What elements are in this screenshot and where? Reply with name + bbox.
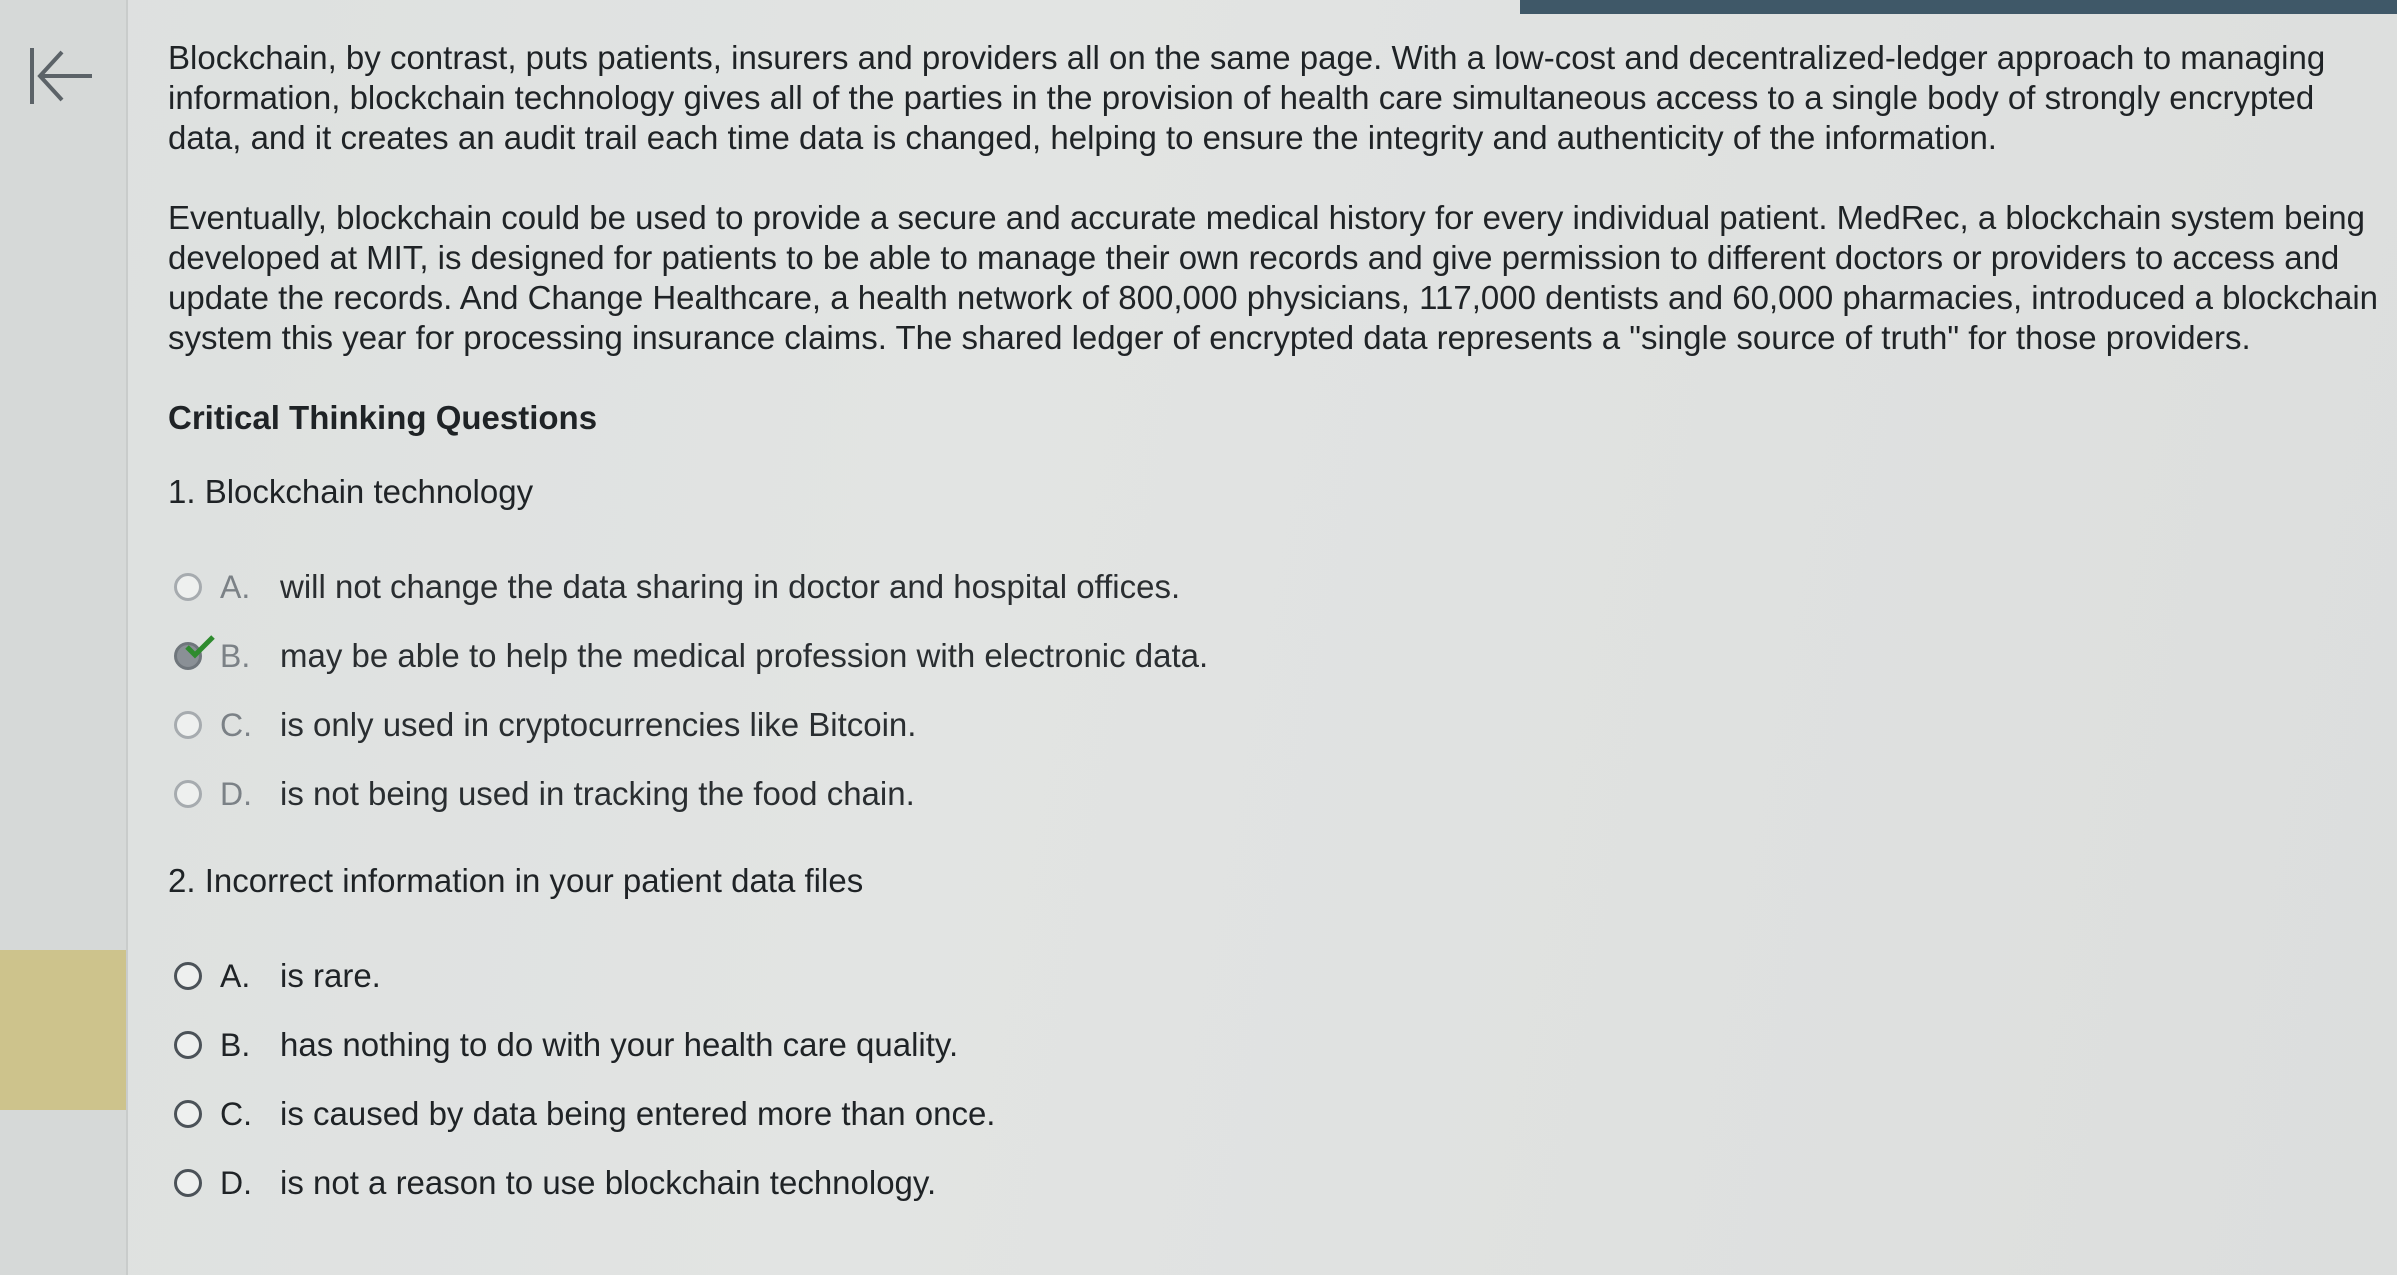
question-text: 1. Blockchain technology	[168, 473, 534, 510]
sidebar-highlight	[0, 950, 126, 1110]
option-text: is not a reason to use blockchain technology.	[280, 1164, 937, 1201]
option-letter: D.	[220, 1165, 252, 1201]
option-letter: C.	[220, 1096, 252, 1132]
radio-button[interactable]	[174, 711, 202, 739]
radio-button[interactable]	[174, 1169, 202, 1197]
radio-button[interactable]	[174, 1100, 202, 1128]
answer-option[interactable]	[174, 771, 2397, 817]
option-text: is caused by data being entered more than once.	[280, 1095, 996, 1132]
radio-button[interactable]	[174, 573, 202, 601]
radio-button-selected[interactable]	[174, 642, 202, 670]
option-text: is not being used in tracking the food chain.	[280, 775, 915, 812]
option-letter: A.	[220, 958, 251, 994]
answer-option[interactable]	[174, 1022, 2397, 1068]
option-text: is rare.	[280, 957, 381, 994]
checkmark-icon	[185, 635, 215, 659]
option-letter: A.	[220, 569, 251, 605]
answer-option[interactable]	[174, 1091, 2397, 1137]
radio-button[interactable]	[174, 1031, 202, 1059]
radio-button[interactable]	[174, 780, 202, 808]
section-heading: Critical Thinking Questions	[168, 399, 598, 436]
answer-option[interactable]	[174, 1160, 2397, 1206]
option-text: may be able to help the medical profession with electronic data.	[280, 637, 1209, 674]
option-letter: C.	[220, 707, 252, 743]
option-text: will not change the data sharing in doctor and hospital offices.	[280, 568, 1181, 605]
radio-button[interactable]	[174, 962, 202, 990]
option-letter: B.	[220, 1027, 251, 1063]
question-2-options	[174, 953, 2397, 1206]
left-sidebar	[0, 0, 128, 1275]
option-text: is only used in cryptocurrencies like Bitcoin.	[280, 706, 917, 743]
option-letter: D.	[220, 776, 252, 812]
question-text: 2. Incorrect information in your patient data files	[168, 862, 864, 899]
answer-option[interactable]	[174, 564, 2397, 610]
top-accent-bar	[1520, 0, 2397, 14]
question-1-options	[174, 564, 2397, 817]
option-letter: B.	[220, 638, 251, 674]
option-text: has nothing to do with your health care quality.	[280, 1026, 959, 1063]
answer-option[interactable]	[174, 953, 2397, 999]
answer-option-selected[interactable]	[174, 633, 2397, 679]
back-to-start-arrow-icon	[22, 40, 102, 120]
reading-content	[168, 38, 2397, 1250]
back-to-start-button[interactable]	[22, 40, 102, 120]
paragraph: Blockchain, by contrast, puts patients, insurers and providers all on the same page. With a low-cost and decentralized-ledger approach to managing information, blockchain technology gives all of the parties in the provision of health care simultaneous access to a single body of strongly encrypted data, and it creates an audit trail each time data is changed, helping to ensure the integrity and authenticity of the information.	[168, 39, 2326, 156]
answer-option[interactable]	[174, 702, 2397, 748]
paragraph: Eventually, blockchain could be used to provide a secure and accurate medical history for every individual patient. MedRec, a blockchain system being developed at MIT, is designed for patients to be able to manage their own records and give permission to different doctors or providers to access and update the records. And Change Healthcare, a health network of 800,000 physicians, 117,000 dentists and 60,000 pharmacies, introduced a blockchain system this year for processing insurance claims. The shared ledger of encrypted data represents a "single source of truth" for those providers.	[168, 199, 2379, 356]
